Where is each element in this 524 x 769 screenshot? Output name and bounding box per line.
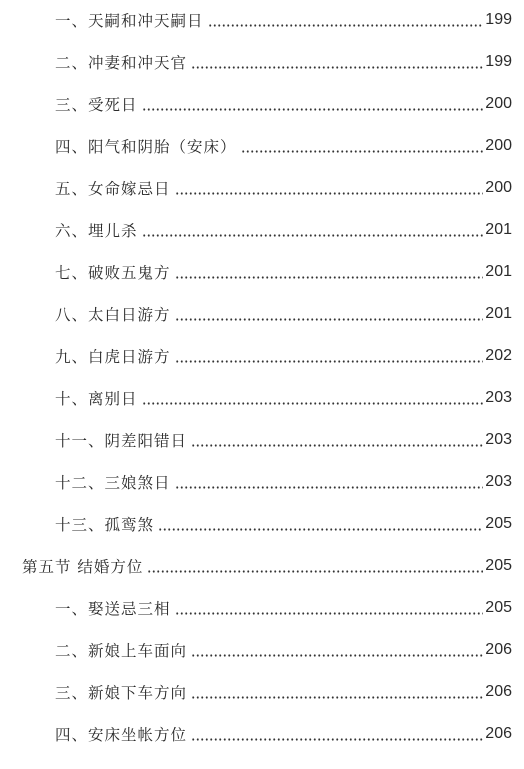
toc-entry-title: 一、娶送忌三相: [55, 600, 171, 618]
toc-entry-title: 三、新娘下车方向: [55, 684, 188, 702]
toc-entry-page: 203: [485, 431, 512, 448]
toc-entry-page: 200: [485, 95, 512, 112]
toc-leader-dots: [147, 570, 483, 573]
toc-section-entry[interactable]: [0, 552, 524, 580]
toc-entry-page: 205: [485, 557, 512, 574]
toc-entry[interactable]: [0, 384, 524, 412]
toc-entry[interactable]: [0, 48, 524, 76]
toc-entry-title: 四、安床坐帐方位: [55, 726, 188, 744]
toc-leader-dots: [191, 654, 483, 657]
toc-entry[interactable]: [0, 510, 524, 538]
toc-entry-title: 八、太白日游方: [55, 306, 171, 324]
toc-entry-page: 206: [485, 725, 512, 742]
toc-leader-dots: [142, 108, 484, 111]
toc-entry-page: 206: [485, 641, 512, 658]
toc-leader-dots: [142, 402, 484, 405]
toc-leader-dots: [191, 444, 483, 447]
toc-leader-dots: [142, 234, 484, 237]
toc-entry[interactable]: [0, 258, 524, 286]
toc-leader-dots: [241, 150, 484, 153]
toc-entry-title: 七、破败五鬼方: [55, 264, 171, 282]
toc-entry[interactable]: [0, 636, 524, 664]
toc-entry-title: 十二、三娘煞日: [55, 474, 171, 492]
toc-entry-page: 205: [485, 515, 512, 532]
toc-entry-page: 203: [485, 389, 512, 406]
toc-entry-title: 二、新娘上车面向: [55, 642, 188, 660]
toc-entry-title: 六、埋儿杀: [55, 222, 138, 240]
toc-leader-dots: [175, 360, 484, 363]
toc-entry-title: 一、天嗣和冲天嗣日: [55, 12, 204, 30]
toc-leader-dots: [175, 276, 484, 279]
toc-entry-page: 200: [485, 179, 512, 196]
toc-leader-dots: [208, 24, 484, 27]
toc-entry[interactable]: [0, 300, 524, 328]
toc-entry[interactable]: [0, 6, 524, 34]
toc-leader-dots: [175, 192, 484, 195]
toc-entry[interactable]: [0, 678, 524, 706]
toc-entry[interactable]: [0, 720, 524, 748]
toc-entry-page: 199: [485, 53, 512, 70]
toc-entry-title: 十三、孤鸾煞: [55, 516, 155, 534]
toc-entry[interactable]: [0, 174, 524, 202]
toc-leader-dots: [191, 738, 483, 741]
toc-entry[interactable]: [0, 216, 524, 244]
toc-entry-title: 九、白虎日游方: [55, 348, 171, 366]
toc-entry[interactable]: [0, 90, 524, 118]
toc-entry[interactable]: [0, 426, 524, 454]
toc-entry-page: 201: [485, 305, 512, 322]
toc-entry-title: 二、冲妻和冲天官: [55, 54, 188, 72]
toc-entry-page: 201: [485, 263, 512, 280]
toc-leader-dots: [191, 66, 483, 69]
toc-entry-title: 十、离别日: [55, 390, 138, 408]
toc-entry-title: 五、女命嫁忌日: [55, 180, 171, 198]
toc-entry-page: 205: [485, 599, 512, 616]
toc-entry-page: 202: [485, 347, 512, 364]
toc-entry[interactable]: [0, 132, 524, 160]
toc-entry-title: 四、阳气和阴胎（安床）: [55, 138, 237, 156]
toc-leader-dots: [175, 318, 484, 321]
toc-entry-page: 206: [485, 683, 512, 700]
toc-leader-dots: [175, 486, 484, 489]
toc-section-title: 第五节 结婚方位: [22, 558, 144, 576]
toc-entry-page: 199: [485, 11, 512, 28]
toc-entry-title: 三、受死日: [55, 96, 138, 114]
toc-entry-title: 十一、阴差阳错日: [55, 432, 188, 450]
toc-entry[interactable]: [0, 342, 524, 370]
toc-leader-dots: [191, 696, 483, 699]
toc-entry[interactable]: [0, 594, 524, 622]
toc-entry-page: 203: [485, 473, 512, 490]
toc-entry[interactable]: [0, 468, 524, 496]
toc-leader-dots: [158, 528, 483, 531]
toc-leader-dots: [175, 612, 484, 615]
toc-entry-page: 201: [485, 221, 512, 238]
toc-entry-page: 200: [485, 137, 512, 154]
